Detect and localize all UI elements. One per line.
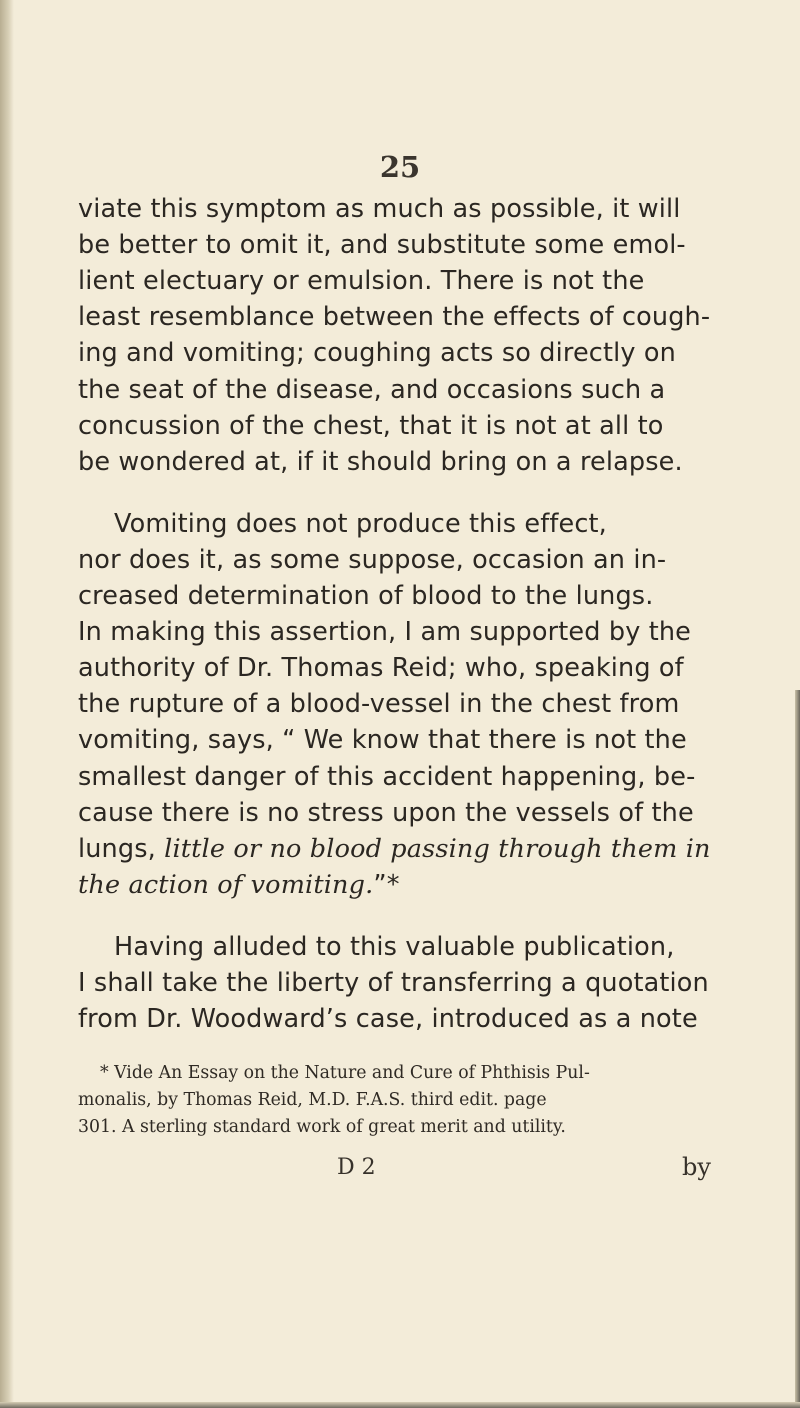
text-line: authority of Dr. Thomas Reid; who, speaking of [78, 653, 684, 683]
catchword: by [682, 1153, 711, 1181]
text-line: creased determination of blood to the lungs. [78, 581, 654, 611]
text-line: the seat of the disease, and occasions such a [78, 375, 666, 405]
text-line [78, 870, 723, 900]
text-line: I shall take the liberty of transferring a quotation [78, 968, 709, 998]
page-binding-edge [0, 0, 14, 1408]
text-line: Vomiting does not produce this effect, [114, 509, 607, 539]
text-line: In making this assertion, I am supported by the [78, 617, 691, 647]
text-line: be wondered at, if it should bring on a relapse. [78, 447, 683, 477]
page-right-edge [795, 690, 800, 1408]
text-line: smallest danger of this accident happening, be- [78, 762, 696, 792]
page-number: 25 [379, 150, 421, 184]
quotation-italic: the action of vomiting. [78, 870, 374, 900]
text-line: nor does it, as some suppose, occasion an in- [78, 545, 667, 575]
text-line: be better to omit it, and substitute some emol- [78, 230, 686, 260]
text-line: concussion of the chest, that it is not at all to [78, 411, 664, 441]
text-line [78, 834, 723, 864]
footnote-marker: ”* [373, 870, 400, 900]
text-line: Having alluded to this valuable publication, [114, 932, 675, 962]
text-line: least resemblance between the effects of cough- [78, 302, 711, 332]
text-line: cause there is no stress upon the vessels of the [78, 798, 694, 828]
text-line: ing and vomiting; coughing acts so directly on [78, 338, 676, 368]
text-line: lient electuary or emulsion. There is not the [78, 266, 645, 296]
footnote-line: 301. A sterling standard work of great merit and utility. [78, 1117, 566, 1137]
text-line: the rupture of a blood-vessel in the chest from [78, 689, 680, 719]
page-bottom-edge [0, 1402, 800, 1408]
quotation-italic: little or no blood passing through them in [164, 834, 711, 864]
footnote-line: monalis, by Thomas Reid, M.D. F.A.S. third edit. page [78, 1090, 547, 1110]
text-line: vomiting, says, “ We know that there is not the [78, 725, 687, 755]
text-line: from Dr. Woodward’s case, introduced as a note [78, 1004, 698, 1034]
signature-mark: D 2 [337, 1155, 376, 1180]
footnote-line: * Vide An Essay on the Nature and Cure of Phthisis Pul- [100, 1063, 590, 1083]
text-span: lungs, [78, 834, 165, 864]
text-line: viate this symptom as much as possible, it will [78, 194, 681, 224]
